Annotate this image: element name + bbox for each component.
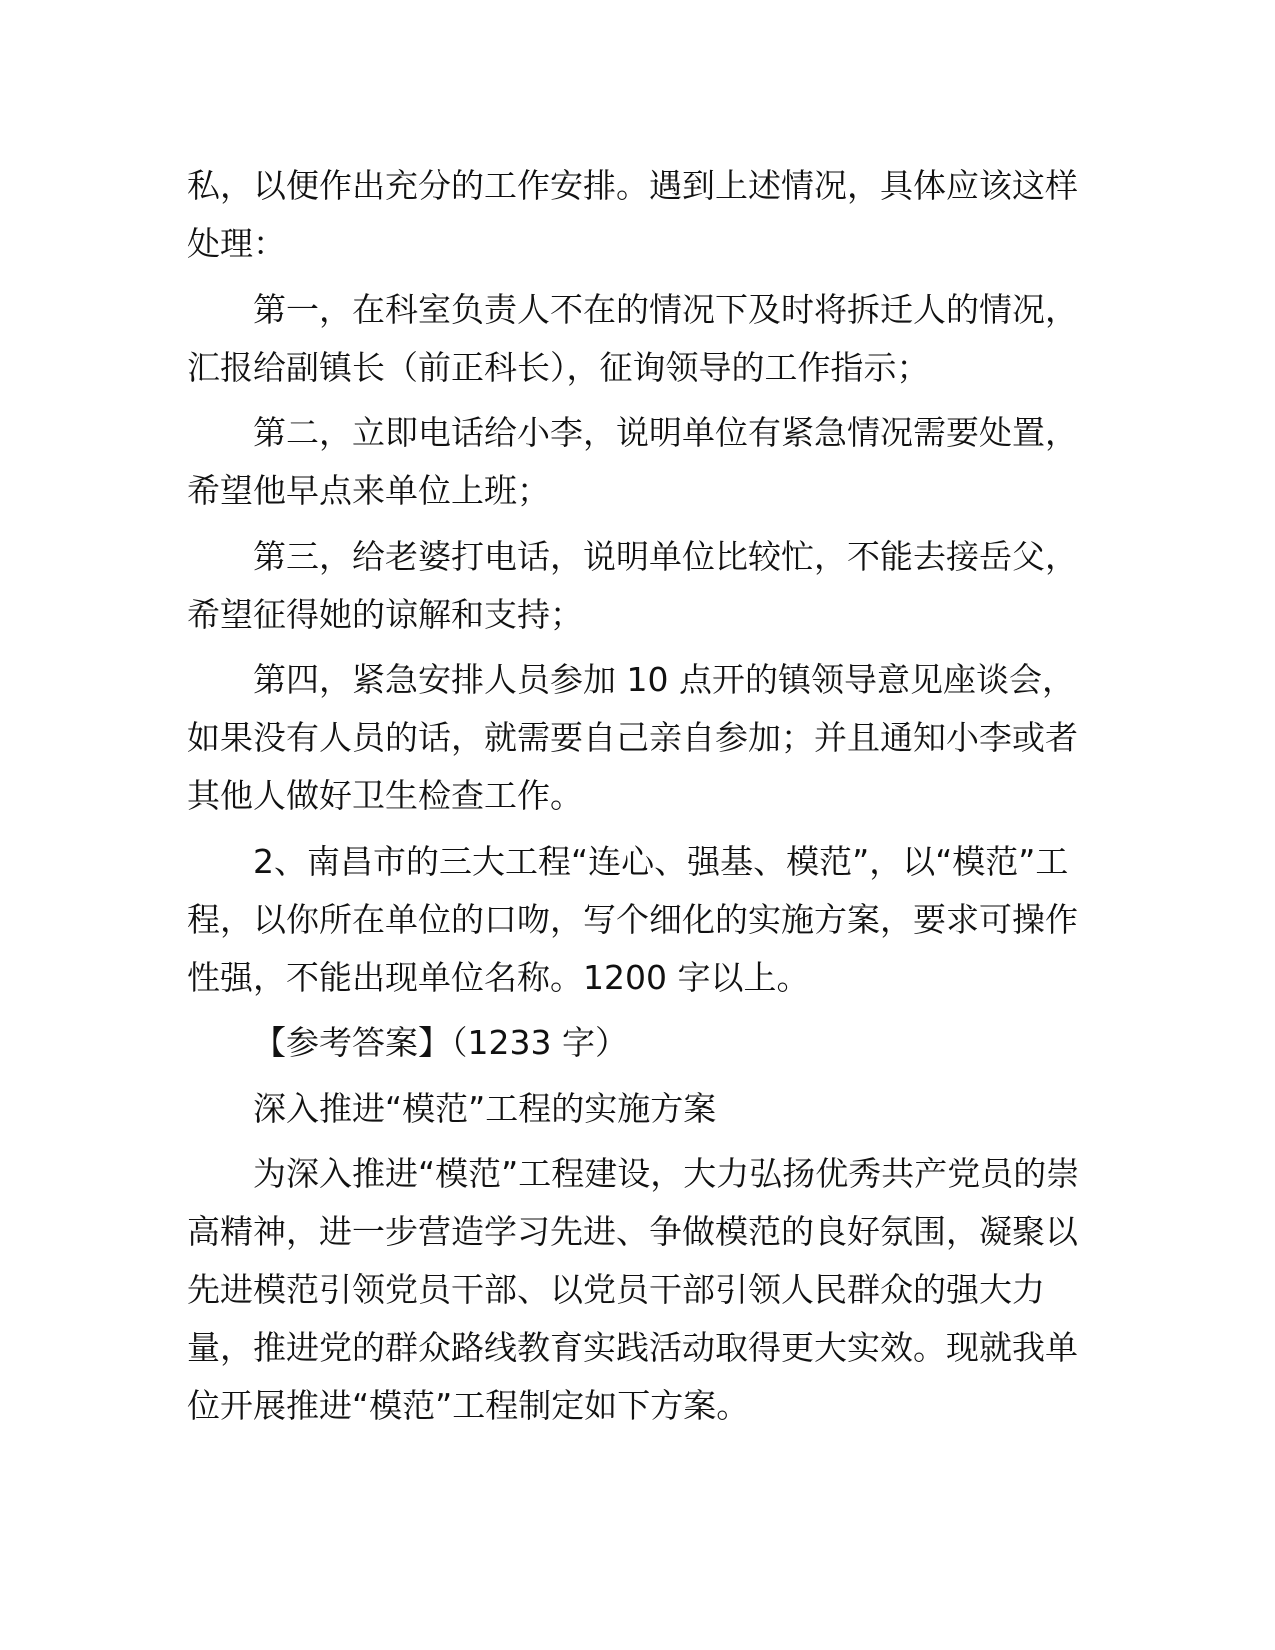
paragraph-step-three: 第三，给老婆打电话，说明单位比较忙，不能去接岳父，希望征得她的谅解和支持；: [187, 536, 1078, 634]
paragraph-step-two: 第二，立即电话给小李，说明单位有紧急情况需要处置，希望他早点来单位上班；: [187, 413, 1078, 510]
paragraph-continuation: 私，以便作出充分的工作安排。遇到上述情况，具体应该这样处理：: [187, 166, 1078, 263]
paragraph-step-one: 第一，在科室负责人不在的情况下及时将拆迁人的情况，汇报给副镇长（前正科长），征询领导的工作指示；: [187, 289, 1078, 387]
plan-title: 深入推进“模范”工程的实施方案: [253, 1088, 717, 1128]
paragraph-step-four: 第四，紧急安排人员参加 10 点开的镇领导意见座谈会，如果没有人员的话，就需要自己亲自参加；并且通知小李或者其他人做好卫生检查工作。: [187, 660, 1078, 815]
reference-answer-heading: 【参考答案】（1233 字）: [253, 1023, 628, 1062]
question-two: 2、南昌市的三大工程“连心、强基、模范”，以“模范”工程，以你所在单位的口吻，写个细化的实施方案，要求可操作性强，不能出现单位名称。1200 字以上。: [187, 841, 1078, 997]
plan-intro-paragraph: 为深入推进“模范”工程建设，大力弘扬优秀共产党员的崇高精神，进一步营造学习先进、争做模范的良好氛围，凝聚以先进模范引领党员干部、以党员干部引领人民群众的强大力量，推进党的群众路线教育实践活动取得更大实效。现就我单位开展推进“模范”工程制定如下方案。: [187, 1154, 1080, 1425]
document-body: [187, 157, 1092, 1443]
